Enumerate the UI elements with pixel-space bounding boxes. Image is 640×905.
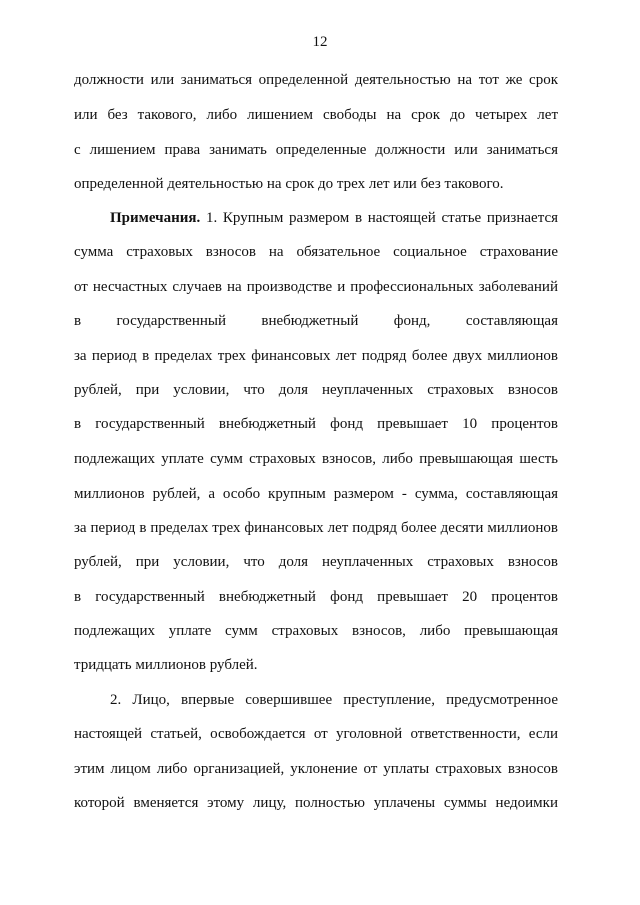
text-line: определенной деятельностью на срок до трех лет или без такового. [74,176,504,192]
text-line: или без такового, либо лишением свободы на срок до четырех лет [74,107,558,123]
text-line: в государственный внебюджетный фонд превышает 10 процентов [74,416,558,432]
notes-first-line [110,208,558,228]
text-line: от несчастных случаев на производстве и профессиональных заболеваний [74,279,558,295]
page-number: 12 [312,34,328,50]
text-line: в государственный внебюджетный фонд, составляющая [74,313,558,329]
text-line: настоящей статьей, освобождается от уголовной ответственности, если [74,726,558,742]
text-line: этим лицом либо организацией, уклонение от уплаты страховых взносов [74,761,558,777]
text-line: рублей, при условии, что доля неуплаченных страховых взносов [74,554,558,570]
text-line: которой вменяется этому лицу, полностью уплачены суммы недоимки [74,795,558,811]
text-line: тридцать миллионов рублей. [74,657,258,673]
text-line: в государственный внебюджетный фонд превышает 20 процентов [74,589,558,605]
text-line: за период в пределах трех финансовых лет подряд более десяти миллионов [74,520,558,536]
text-line: подлежащих уплате сумм страховых взносов, либо превышающая [74,623,558,639]
text-line: рублей, при условии, что доля неуплаченных страховых взносов [74,382,558,398]
text-line: 2. Лицо, впервые совершившее преступление, предусмотренное [110,692,558,708]
text-line: подлежащих уплате сумм страховых взносов, либо превышающая шесть [74,451,558,467]
text-line: за период в пределах трех финансовых лет подряд более двух миллионов [74,348,558,364]
notes-heading: Примечания. [110,210,201,226]
text-line: сумма страховых взносов на обязательное социальное страхование [74,244,558,260]
text-line: 1. Крупным размером в настоящей статье признается [205,210,558,226]
text-line: миллионов рублей, а особо крупным размером - сумма, составляющая [74,486,558,502]
text-line: с лишением права занимать определенные должности или заниматься [74,142,558,158]
text-line: должности или заниматься определенной деятельностью на тот же срок [74,72,558,88]
